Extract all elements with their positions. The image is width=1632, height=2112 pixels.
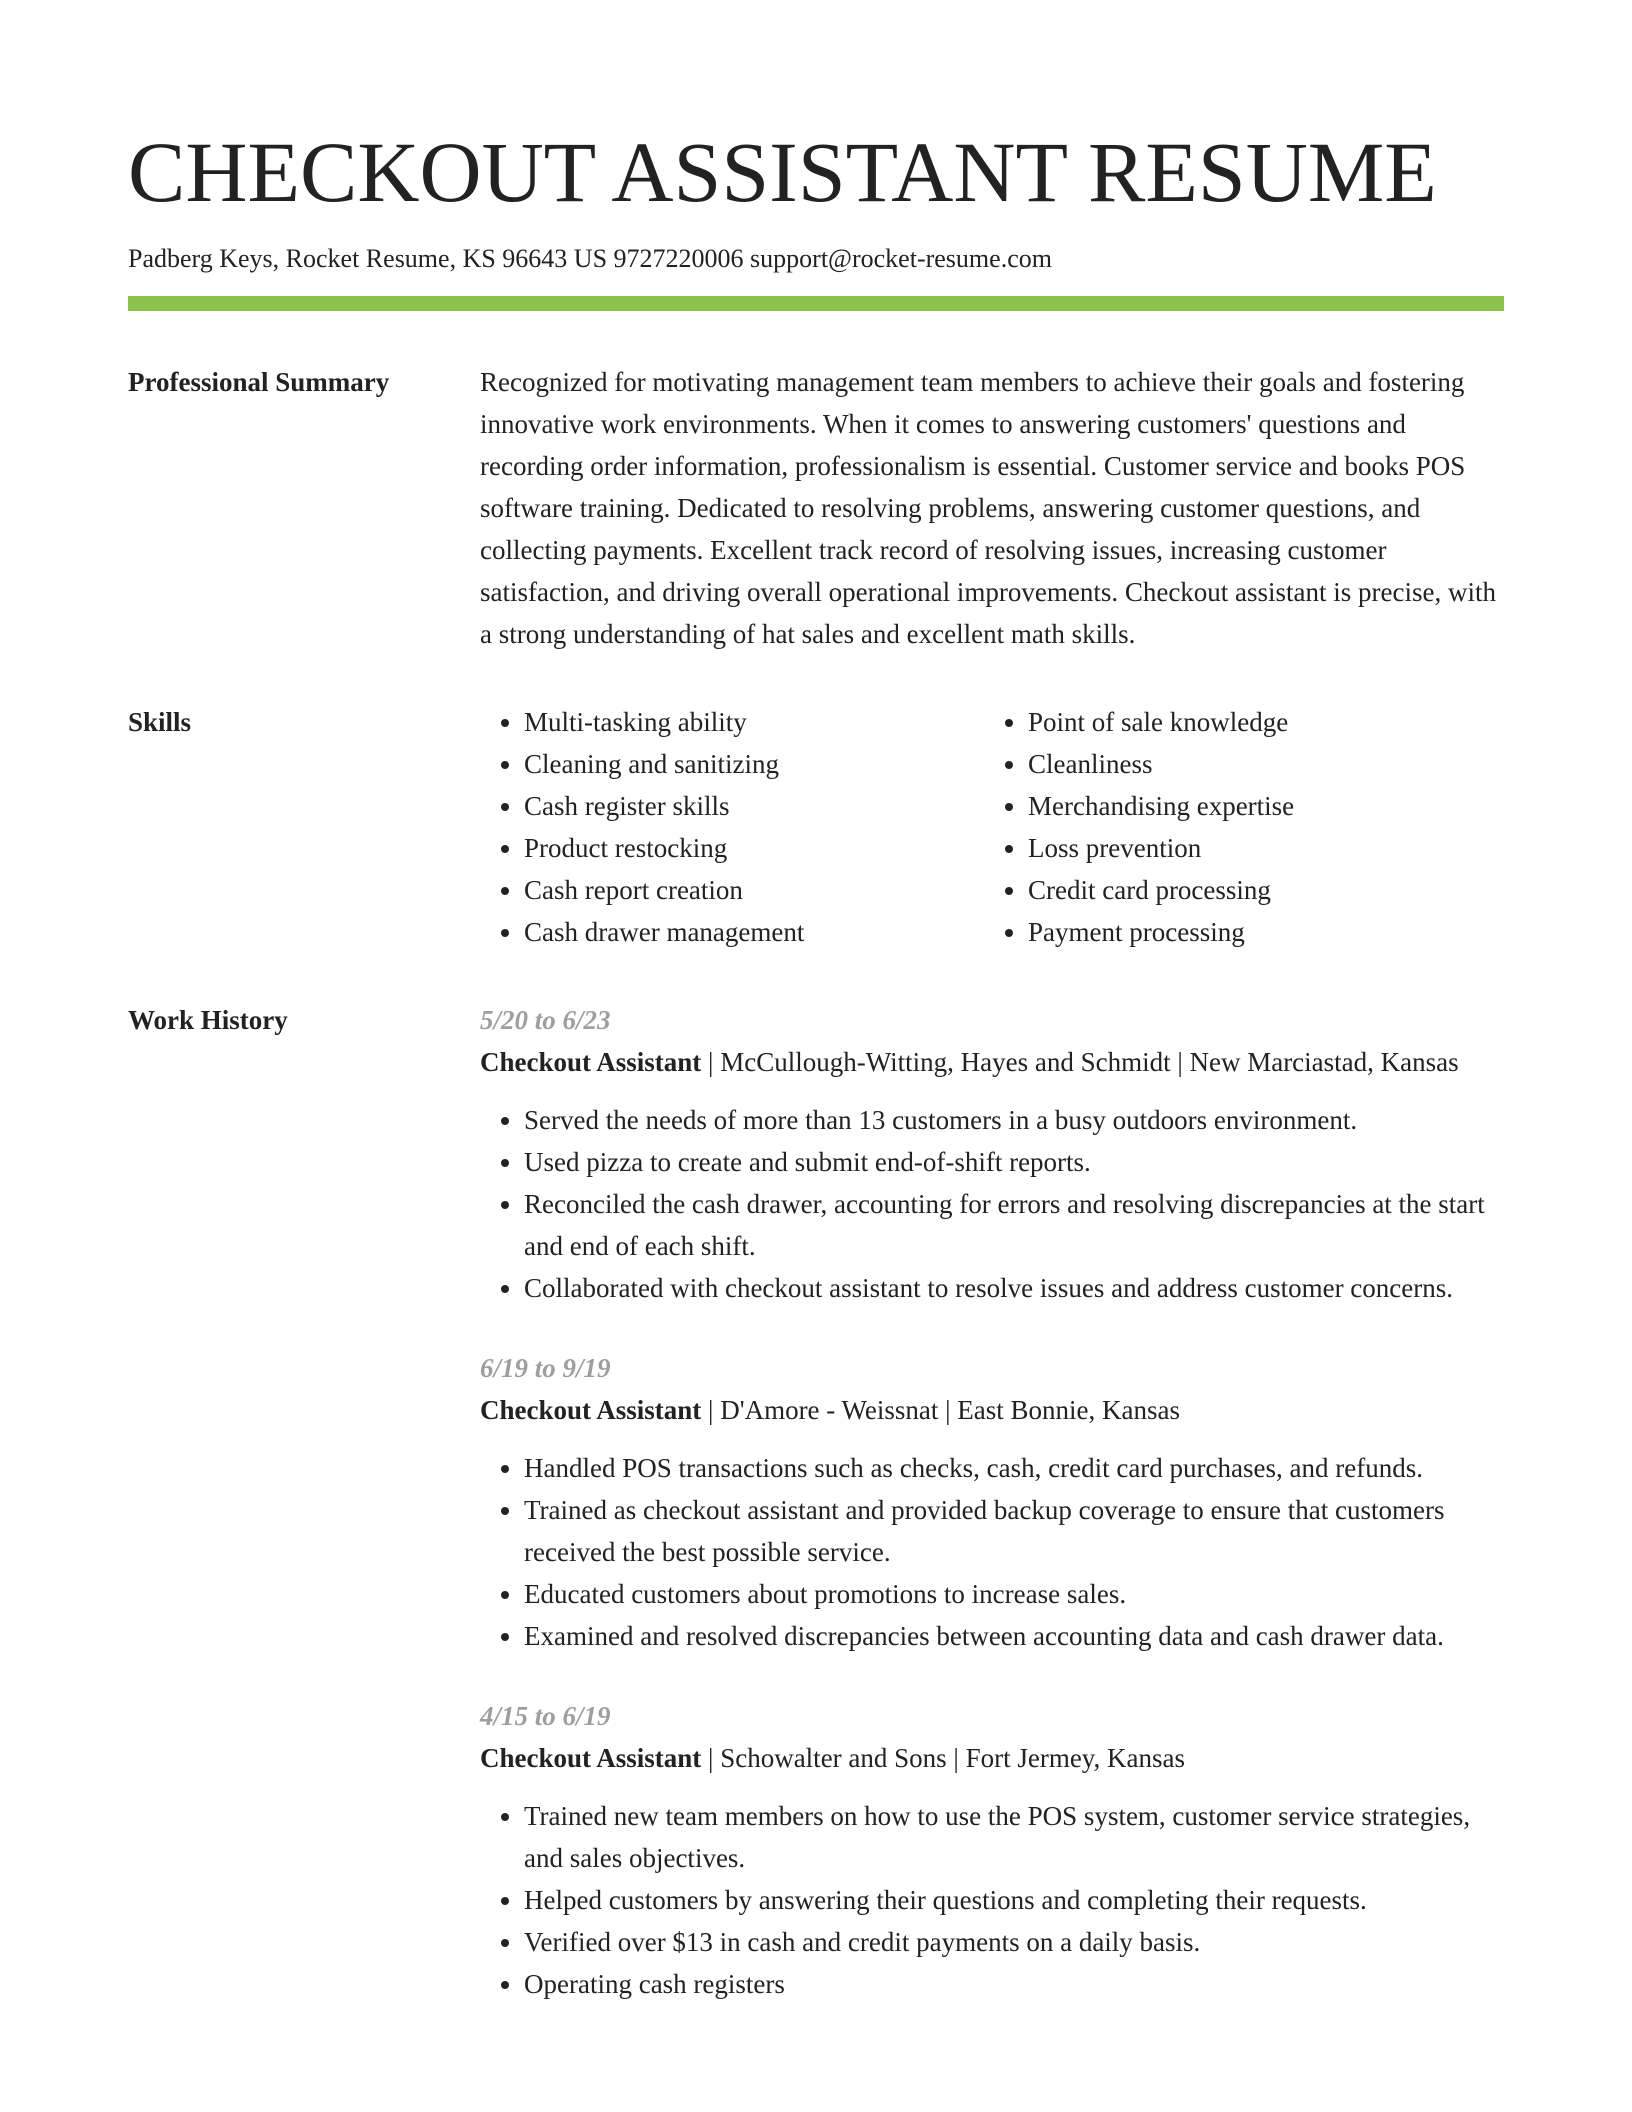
job-details: | Schowalter and Sons | Fort Jermey, Kansas — [701, 1743, 1186, 1773]
job-entry — [480, 1347, 1504, 1657]
work-history-section — [128, 999, 1504, 2043]
job-heading — [480, 1041, 1504, 1083]
contact-line: Padberg Keys, Rocket Resume, KS 96643 US 9727220006 support@rocket-resume.com — [128, 244, 1052, 273]
job-bullet: • Handled POS transactions such as checks, cash, credit card purchases, and refunds. — [524, 1447, 1504, 1489]
skills-list-right — [984, 701, 1294, 953]
job-bullets — [480, 1795, 1504, 2005]
skill-item: • Cleaning and sanitizing — [524, 743, 984, 785]
job-bullets — [480, 1099, 1504, 1309]
job-dates: 4/15 to 6/19 — [480, 1701, 611, 1731]
resume-page — [128, 0, 1504, 2043]
skills-list-left — [480, 701, 984, 953]
job-heading — [480, 1737, 1504, 1779]
skill-item: • Cleanliness — [1028, 743, 1294, 785]
skill-item: • Merchandising expertise — [1028, 785, 1294, 827]
skill-item: • Cash report creation — [524, 869, 984, 911]
job-bullet: • Operating cash registers — [524, 1963, 1504, 2005]
job-dates: 6/19 to 9/19 — [480, 1353, 611, 1383]
job-bullet: • Examined and resolved discrepancies between accounting data and cash drawer data. — [524, 1615, 1504, 1657]
skill-item: • Loss prevention — [1028, 827, 1294, 869]
job-entry — [480, 999, 1504, 1309]
header-divider — [128, 296, 1504, 311]
job-dates: 5/20 to 6/23 — [480, 1005, 611, 1035]
job-title: Checkout Assistant — [480, 1395, 702, 1425]
summary-text: Recognized for motivating management team members to achieve their goals and fostering innovative work environments. When it comes to answering customers' questions and recording order information, professionalism is essential. Customer service and books POS software training. Dedicated to resolving problems, answering customer questions, and collecting payments. Excellent track record of resolving issues, increasing customer satisfaction, and driving overall operational improvements. Checkout assistant is precise, with a strong understanding of hat sales and excellent math skills. — [480, 367, 1497, 649]
skill-item: • Cash register skills — [524, 785, 984, 827]
job-bullet: • Educated customers about promotions to increase sales. — [524, 1573, 1504, 1615]
job-bullet: • Collaborated with checkout assistant to resolve issues and address customer concerns. — [524, 1267, 1504, 1309]
skill-item: • Multi-tasking ability — [524, 701, 984, 743]
skill-item: • Product restocking — [524, 827, 984, 869]
skill-item: • Cash drawer management — [524, 911, 984, 953]
job-bullets — [480, 1447, 1504, 1657]
skill-item: • Credit card processing — [1028, 869, 1294, 911]
resume-title: CHECKOUT ASSISTANT RESUME — [128, 124, 1437, 220]
summary-label: Professional Summary — [128, 367, 390, 397]
job-title: Checkout Assistant — [480, 1743, 702, 1773]
job-entry — [480, 1695, 1504, 2005]
job-bullet: • Helped customers by answering their questions and completing their requests. — [524, 1879, 1504, 1921]
skill-item: • Payment processing — [1028, 911, 1294, 953]
job-bullet: • Used pizza to create and submit end-of-shift reports. — [524, 1141, 1504, 1183]
job-bullet: • Verified over $13 in cash and credit payments on a daily basis. — [524, 1921, 1504, 1963]
job-title: Checkout Assistant — [480, 1047, 702, 1077]
skills-section — [128, 701, 1504, 953]
skills-label: Skills — [128, 707, 192, 737]
job-bullet: • Served the needs of more than 13 customers in a busy outdoors environment. — [524, 1099, 1504, 1141]
job-heading — [480, 1389, 1504, 1431]
job-details: | D'Amore - Weissnat | East Bonnie, Kansas — [701, 1395, 1180, 1425]
job-details: | McCullough-Witting, Hayes and Schmidt | New Marciastad, Kansas — [701, 1047, 1459, 1077]
job-bullet: • Reconciled the cash drawer, accounting for errors and resolving discrepancies at the start and end of each shift. — [524, 1183, 1504, 1267]
job-bullet: • Trained new team members on how to use the POS system, customer service strategies, and sales objectives. — [524, 1795, 1504, 1879]
work-history-label: Work History — [128, 1005, 288, 1035]
skill-item: • Point of sale knowledge — [1028, 701, 1294, 743]
job-bullet: • Trained as checkout assistant and provided backup coverage to ensure that customers received the best possible service. — [524, 1489, 1504, 1573]
summary-section — [128, 361, 1504, 655]
